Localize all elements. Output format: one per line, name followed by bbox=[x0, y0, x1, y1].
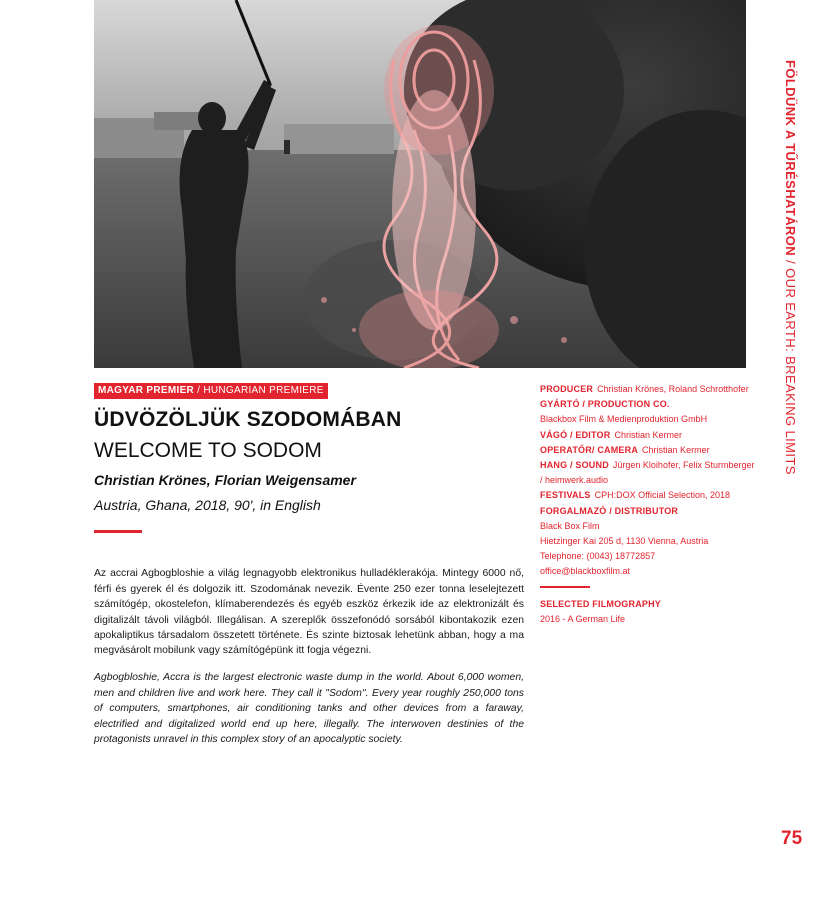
credit-production bbox=[540, 397, 755, 427]
credit-sound-label: HANG / SOUND bbox=[540, 460, 609, 471]
credits-divider-rule bbox=[540, 586, 590, 588]
distributor-email: office@blackboxfilm.at bbox=[540, 566, 631, 577]
film-title-english: WELCOME TO SODOM bbox=[94, 439, 322, 462]
synopsis-hungarian: Az accrai Agbogbloshie a világ legnagyobb elektronikus hulladéklerakója. Mintegy 6000 nő, férfi és gyerek él és dolgozik itt. Szodomának nevezik. Évente 250 ezer tonna leselejtezett számítógép, okostelefon, klímaberendezés és egyéb eszköz érkezik ide az elektronizált és digitalizált távoli világból. Illegálisan. A szereplők összefonódó sorsából kibontakozik ezen apokaliptikus társadalom összetett története. És szinte biztosak lehetünk abban, hogy a ma megvásárolt mobilunk vagy számítógépünk itt fogja végezni. bbox=[94, 568, 524, 657]
credit-editor bbox=[540, 428, 755, 443]
distributor-address: Hietzinger Kai 205 d, 1130 Vienna, Austria bbox=[540, 536, 709, 547]
distributor-name: Black Box Film bbox=[540, 520, 600, 531]
page-number: 75 bbox=[781, 828, 803, 849]
film-still-photo bbox=[94, 0, 746, 368]
credit-festivals-value: CPH:DOX Official Selection, 2018 bbox=[594, 490, 731, 501]
section-title-hungarian: FÖLDÜNK A TŰRÉSHATÁRON bbox=[783, 60, 798, 257]
credit-filmography-value: 2016 - A German Life bbox=[540, 613, 626, 624]
film-meta: Austria, Ghana, 2018, 90', in English bbox=[94, 497, 321, 513]
credit-festivals bbox=[540, 488, 755, 503]
credit-editor-label: VÁGÓ / EDITOR bbox=[540, 429, 611, 440]
credit-camera-value: Christian Kermer bbox=[642, 444, 710, 455]
credit-filmography bbox=[540, 597, 755, 612]
credit-festivals-label: FESTIVALS bbox=[540, 490, 591, 501]
section-title-english: OUR EARTH: BREAKING LIMITS bbox=[783, 268, 798, 475]
section-title-separator: / bbox=[783, 256, 798, 269]
film-directors: Christian Krönes, Florian Weigensamer bbox=[94, 472, 356, 488]
credit-distributor-label: FORGALMAZÓ / DISTRIBUTOR bbox=[540, 505, 679, 516]
premiere-badge-separator: / bbox=[194, 385, 204, 396]
credit-filmography-label: SELECTED FILMOGRAPHY bbox=[540, 598, 662, 609]
credit-producer-value: Christian Krönes, Roland Schrotthofer bbox=[597, 384, 749, 394]
credit-sound-value: Jürgen Kloihofer, Felix Sturmberger / heimwerk.audio bbox=[540, 460, 755, 486]
credits-column bbox=[540, 382, 755, 627]
section-side-title bbox=[780, 60, 798, 475]
credit-sound bbox=[540, 458, 755, 488]
credit-producer bbox=[540, 382, 755, 397]
distributor-phone: Telephone: (0043) 18772857 bbox=[540, 551, 656, 562]
premiere-badge bbox=[94, 383, 328, 399]
synopsis-english: Agbogbloshie, Accra is the largest electronic waste dump in the world. About 6,000 women, men and children live and work here. They call it "Sodom". Every year roughly 250,000 tons of computers, smartphones, air conditioning tanks and other devices from a faraway, electrified and digitalized world end up here, illegally. The interwoven destinies of the protagonists unravel in this complex story of an apocalyptic society. bbox=[94, 672, 524, 746]
credit-production-value: Blackbox Film & Medienproduktion GmbH bbox=[540, 414, 708, 425]
premiere-badge-english: HUNGARIAN PREMIERE bbox=[203, 385, 324, 396]
credit-production-label: GYÁRTÓ / PRODUCTION CO. bbox=[540, 399, 670, 410]
credit-editor-value: Christian Kermer bbox=[614, 429, 682, 440]
premiere-badge-hungarian: MAGYAR PREMIER bbox=[98, 385, 195, 396]
credit-camera bbox=[540, 443, 755, 458]
credit-distributor bbox=[540, 504, 755, 519]
credit-camera-label: OPERATŐR/ CAMERA bbox=[540, 444, 639, 455]
film-title-hungarian: ÜDVÖZÖLJÜK SZODOMÁBAN bbox=[94, 408, 402, 431]
divider-rule bbox=[94, 530, 142, 533]
credit-producer-label: PRODUCER bbox=[540, 384, 594, 394]
